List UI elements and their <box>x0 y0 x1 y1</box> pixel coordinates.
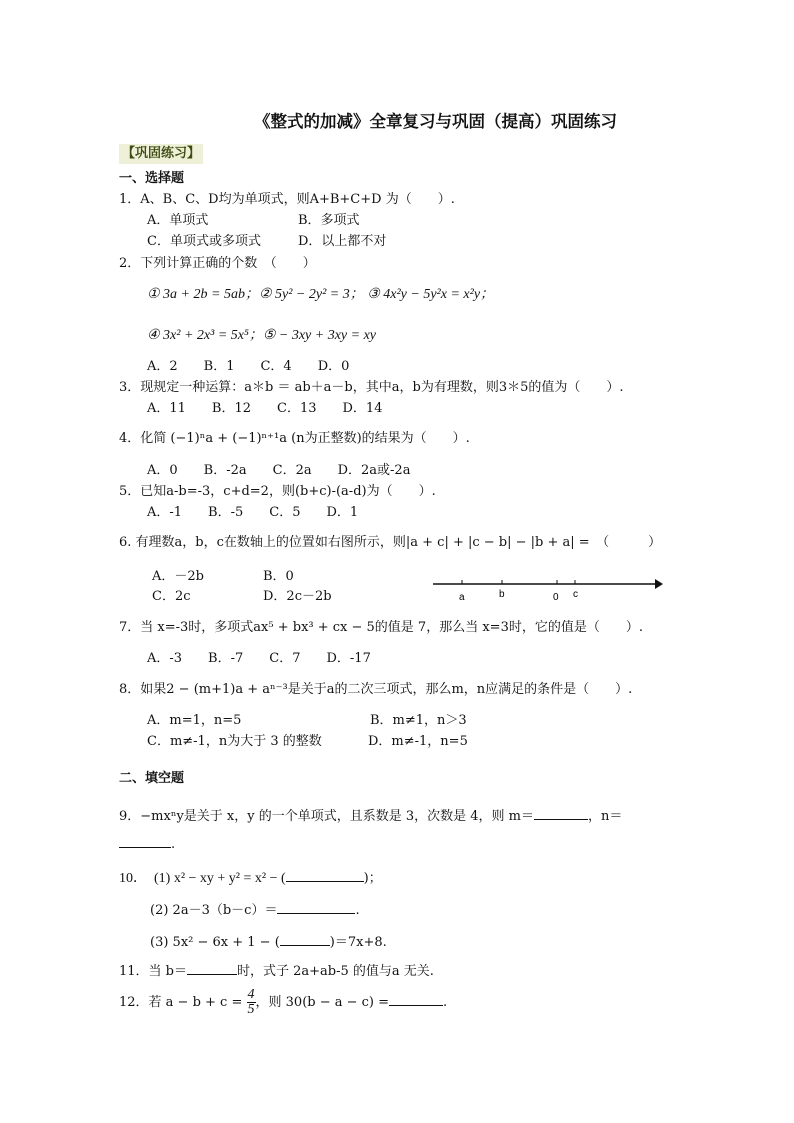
question-12-line <box>119 985 447 1021</box>
question-2-expr-row-1: ① 3a + 2b = 5ab；② 5y² − 2y² = 3； ③ 4x²y − 5y²x = x²y； <box>147 287 495 302</box>
question-10-part-2-text: (2) 2a－3（b－c）＝ <box>150 903 278 918</box>
page-title: 《整式的加减》全章复习与巩固（提高）巩固练习 <box>254 112 617 131</box>
question-8-option-b: B．m≠1，n＞3 <box>370 713 467 728</box>
question-2-expr-row-2: ④ 3x² + 2x³ = 5x⁵；⑤ − 3xy + 3xy = xy <box>147 328 377 343</box>
question-2-stem: 2．下列计算正确的个数 （ ） <box>119 256 316 271</box>
question-8-option-d: D．m≠-1，n=5 <box>368 734 468 749</box>
question-10-part-1-end: )； <box>363 871 382 886</box>
question-5-options: A．-1 B．-5 C．5 D．1 <box>147 505 359 520</box>
answer-blank-10-2[interactable] <box>277 901 355 914</box>
question-2-options: A．2 B．1 C．4 D．0 <box>147 359 350 374</box>
answer-blank-12[interactable] <box>389 993 443 1006</box>
question-11-post: 时，式子 2a+ab-5 的值与a 无关. <box>237 964 434 979</box>
question-10-part-3-text: (3) 5x² − 6x + 1 − ( <box>150 935 280 950</box>
question-11-pre: 11．当 b＝ <box>119 964 187 979</box>
question-7-stem: 7．当 x=-3时，多项式ax⁵ + bx³ + cx − 5的值是 7，那么当 x=3时，它的值是（ ）. <box>119 620 643 635</box>
question-9-stem: 9．−mxⁿy是关于 x，y 的一个单项式，且系数是 3，次数是 4，则 m＝ <box>119 809 534 824</box>
question-6-option-b: B．0 <box>263 569 294 584</box>
section-heading-fill: 二、填空题 <box>119 771 185 786</box>
question-12-pre: 12．若 a − b + c = <box>119 995 243 1010</box>
answer-blank-b[interactable] <box>187 962 237 975</box>
number-line-arrow <box>655 579 663 589</box>
question-12-mid: ，则 30(b − a − c) = <box>255 995 390 1010</box>
question-1-stem: 1．A、B、C、D均为单项式，则A+B+C+D 为（ ）. <box>119 192 455 207</box>
question-8-option-a: A．m=1，n=5 <box>147 713 242 728</box>
question-9-end: . <box>171 837 176 852</box>
question-1-option-d: D．以上都不对 <box>298 234 387 249</box>
question-12-end: . <box>443 995 448 1010</box>
question-6-option-d: D．2c－2b <box>263 589 332 604</box>
question-4-stem: 4．化简 (−1)ⁿa + (−1)ⁿ⁺¹a (n为正整数)的结果为（ ）. <box>119 431 470 446</box>
fraction-four-fifths <box>247 988 256 1017</box>
question-10-part-3 <box>150 933 387 951</box>
question-9-mid: ，n＝ <box>588 809 623 824</box>
question-4-options: A．0 B．-2a C．2a D．2a或-2a <box>147 463 411 478</box>
fraction-denominator: 5 <box>247 1002 255 1017</box>
axis-label-0: 0 <box>553 592 559 602</box>
question-10-part-2-end: . <box>355 903 360 918</box>
answer-blank-10-1[interactable] <box>286 869 364 882</box>
question-3-options: A．11 B．12 C．13 D．14 <box>147 401 383 416</box>
question-10-part-1 <box>119 869 382 887</box>
answer-blank-10-3[interactable] <box>280 933 330 946</box>
question-6-option-a: A．－2b <box>152 569 204 584</box>
question-1-option-b: B．多项式 <box>298 213 360 228</box>
question-10-part-1-text: 10． (1) x² − xy + y² = x² − ( <box>119 871 286 886</box>
answer-blank-n[interactable] <box>119 835 171 848</box>
answer-blank-m[interactable] <box>534 807 588 820</box>
question-3-stem: 3．现规定一种运算：a＊b ＝ ab＋a－b，其中a，b为有理数，则3＊5的值为（ ）. <box>119 380 624 395</box>
question-9-line <box>119 807 622 825</box>
question-7-options: A．-3 B．-7 C．7 D．-17 <box>147 651 371 666</box>
axis-label-c: c <box>573 589 578 600</box>
question-6-stem: 6. 有理数a，b，c在数轴上的位置如右图所示，则|a + c| + |c − b| − |b + a| = （ ） <box>119 535 662 550</box>
question-10-part-3-end: )＝7x+8. <box>329 935 387 950</box>
question-1-option-c: C．单项式或多项式 <box>147 234 261 249</box>
fraction-numerator: 4 <box>247 987 255 1002</box>
question-8-stem: 8．如果2 − (m+1)a + aⁿ⁻³是关于a的二次三项式，那么m，n应满足的条件是（ ）. <box>119 682 633 697</box>
question-11-line <box>119 962 434 980</box>
question-1-option-a: A．单项式 <box>147 213 209 228</box>
question-10-part-2 <box>150 901 360 919</box>
axis-label-b: b <box>499 589 505 600</box>
question-5-stem: 5．已知a-b=-3，c+d=2，则(b+c)-(a-d)为（ ）. <box>119 484 436 499</box>
question-8-option-c: C．m≠-1，n为大于 3 的整数 <box>147 734 322 749</box>
question-6-option-c: C．2c <box>152 589 191 604</box>
number-line-diagram <box>433 572 663 602</box>
question-9-line-2 <box>119 835 175 853</box>
axis-label-a: a <box>459 592 465 602</box>
section-tag: 【巩固练习】 <box>119 144 203 164</box>
section-heading-choice: 一、选择题 <box>119 171 185 186</box>
